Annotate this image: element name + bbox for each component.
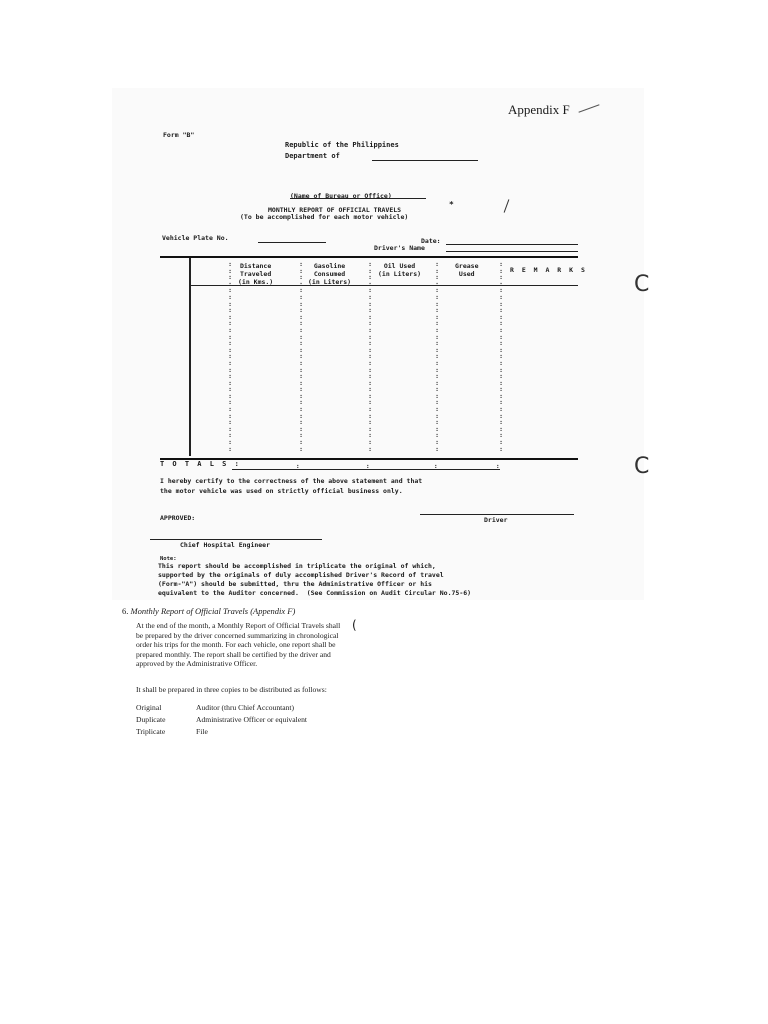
copy-label: Original <box>136 703 162 712</box>
column-separator: : : : : : : : : : : : : : : : : : : : : : : : : : : : : : <box>299 261 303 453</box>
binder-ring-mark: C <box>634 272 650 297</box>
copy-recipient: Auditor (thru Chief Accountant) <box>196 703 295 712</box>
column-oil: Oil Used (in Liters) <box>378 262 422 278</box>
copy-recipient: File <box>196 727 208 736</box>
note-label: Note: <box>160 556 177 562</box>
totals-mark: : <box>296 463 300 470</box>
copy-recipient: Administrative Officer or equivalent <box>196 715 307 724</box>
report-title: MONTHLY REPORT OF OFFICIAL TRAVELS <box>268 206 402 214</box>
totals-mark: : <box>496 463 500 470</box>
section-paragraph: It shall be prepared in three copies to be distributed as follows: <box>136 685 327 694</box>
form-number: Form "B" <box>163 131 195 139</box>
driver-signature-label: Driver <box>484 516 508 524</box>
vehicle-plate-label: Vehicle Plate No. <box>162 234 229 242</box>
copy-label: Triplicate <box>136 727 166 736</box>
totals-mark: : <box>366 463 370 470</box>
column-grease: Grease Used <box>455 262 479 278</box>
department-label: Department of <box>285 152 340 160</box>
engineer-signature-line <box>150 539 322 540</box>
engineer-signature-label: Chief Hospital Engineer <box>180 541 271 549</box>
driver-name-blank <box>446 251 578 252</box>
date-blank <box>446 244 578 245</box>
column-separator: : : : : : : : : : : : : : : : : : : : : : : : : : : : : : <box>435 261 439 453</box>
column-remarks: R E M A R K S <box>510 266 587 274</box>
column-separator: : : : : : : : : : : : : : : : : : : : : : : : : : : : : : <box>228 261 232 453</box>
column-separator: : : : : : : : : : : : : : : : : : : : : : : : : : : : : : <box>368 261 372 453</box>
copy-label: Duplicate <box>136 715 166 724</box>
title-asterisk: * <box>449 200 454 209</box>
table-top-rule <box>160 256 578 258</box>
report-subtitle: (To be accomplished for each motor vehicle) <box>240 213 409 221</box>
republic-heading: Republic of the Philippines <box>285 141 399 149</box>
driver-signature-line <box>420 514 574 515</box>
certification-text: I hereby certify to the correctness of the above statement and that the motor vehicle was used on strictly official business only. <box>160 477 423 495</box>
section-heading <box>122 606 295 616</box>
totals-mark: : <box>434 463 438 470</box>
section-title: Monthly Report of Official Travels (Appendix F) <box>130 606 296 616</box>
section-number: 6. <box>122 606 129 616</box>
department-blank <box>372 160 478 161</box>
vehicle-plate-blank <box>258 242 326 243</box>
scanned-form <box>112 88 644 600</box>
binder-ring-mark: C <box>634 454 650 479</box>
note-text: This report should be accomplished in triplicate the original of which, supported by the originals of duly accomplished Driver's Record of travel (Form-"A") should be submitted, thru the Administrative Officer or his equivalent to the Auditor concerned. (See Commission on Audit Circular No.75-6) <box>158 562 472 597</box>
table-left-rule <box>189 258 191 456</box>
appendix-label: Appendix F <box>508 102 570 117</box>
date-label: Date: <box>421 237 441 245</box>
column-gasoline: Gasoline Consumed (in Liters) <box>308 262 352 286</box>
pen-hook-mark: ( <box>352 618 357 632</box>
column-separator: : : : : : : : : : : : : : : : : : : : : : : : : : : : : : <box>499 261 503 453</box>
totals-label: T O T A L S : <box>160 460 241 468</box>
section-paragraph: At the end of the month, a Monthly Report of Official Travels shall be prepared by the driver concerned summarizing in chronological order his trips for the month. For each vehicle, one report shall be prepared monthly. The report shall be certified by the driver and approved by the Administrative Officer. <box>136 621 341 669</box>
approved-label: APPROVED: <box>160 514 196 522</box>
driver-name-label: Driver's Name <box>374 244 425 252</box>
bureau-label: (Name of Bureau or Office) <box>290 192 392 200</box>
column-distance: Distance Traveled (in Kms.) <box>238 262 274 286</box>
